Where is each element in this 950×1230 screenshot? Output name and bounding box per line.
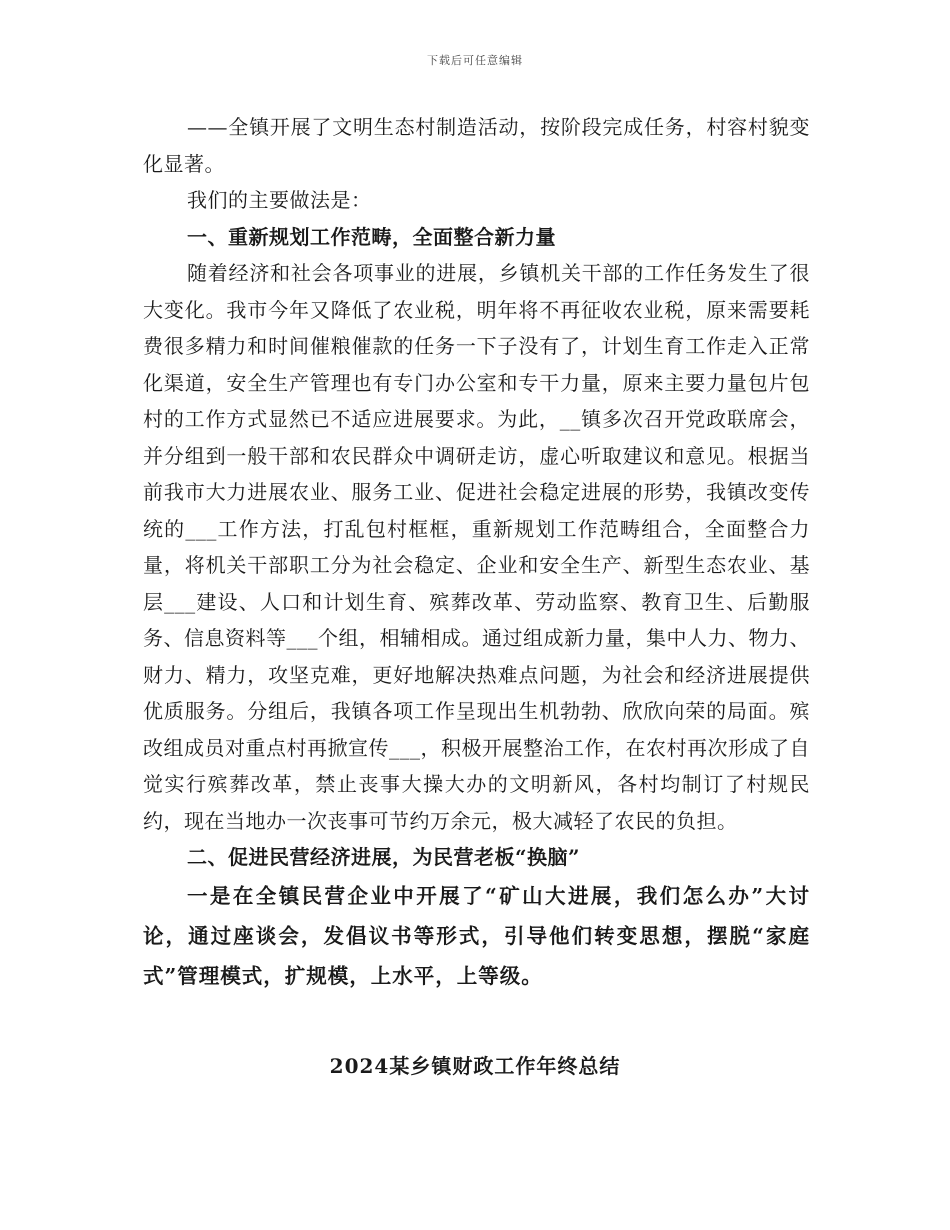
document-title: 2024某乡镇财政工作年终总结	[329, 1054, 621, 1078]
section-heading-1: 一、重新规划工作范畴，全面整合新力量	[187, 224, 556, 249]
document-body	[143, 109, 810, 996]
section-heading-2: 二、促进民营经济进展，为民营老板“换脑”	[187, 845, 581, 869]
paragraph-main-methods: 我们的主要做法是：	[187, 188, 372, 212]
paragraph-private-enterprise: 一是在全镇民营企业中开展了“矿山大进展，我们怎么办”大讨论，通过座谈会，发倡议书等形式，引导他们转变思想，摆脱“家庭式”管理模式，扩规模，上水平，上等级。	[143, 883, 810, 988]
header-note: 下载后可任意编辑	[427, 54, 523, 67]
paragraph-village-activity: ——全镇开展了文明生态村制造活动，按阶段完成任务，村容村貌变化显著。	[143, 115, 810, 176]
paragraph-work-reorganization: 随着经济和社会各项事业的进展，乡镇机关干部的工作任务发生了很大变化。我市今年又降低了农业税，明年将不再征收农业税，原来需要耗费很多精力和时间催粮催款的任务一下子没有了，计划生育工作走入正常化渠道，安全生产管理也有专门办公室和专干力量，原来主要力量包片包村的工作方式显然已不适应进展要求。为此，__镇多次召开党政联席会，并分组到一般干部和农民群众中调研走访，虚心听取建议和意见。根据当前我市大力进展农业、服务工业、促进社会稳定进展的形势，我镇改变传统的___工作方法，打乱包村框框，重新规划工作范畴组合，全面整合力量，将机关干部职工分为社会稳定、企业和安全生产、新型生态农业、基层___建设、人口和计划生育、殡葬改革、劳动监察、教育卫生、后勤服务、信息资料等___个组，相辅相成。通过组成新力量，集中人力、物力、财力、精力，攻坚克难，更好地解决热难点问题，为社会和经济进展提供优质服务。分组后，我镇各项工作呈现出生机勃勃、欣欣向荣的局面。殡改组成员对重点村再掀宣传___，积极开展整治工作，在农村再次形成了自觉实行殡葬改革，禁止丧事大操大办的文明新风，各村均制订了村规民约，现在当地办一次丧事可节约万余元，极大减轻了农民的负担。	[143, 261, 810, 833]
